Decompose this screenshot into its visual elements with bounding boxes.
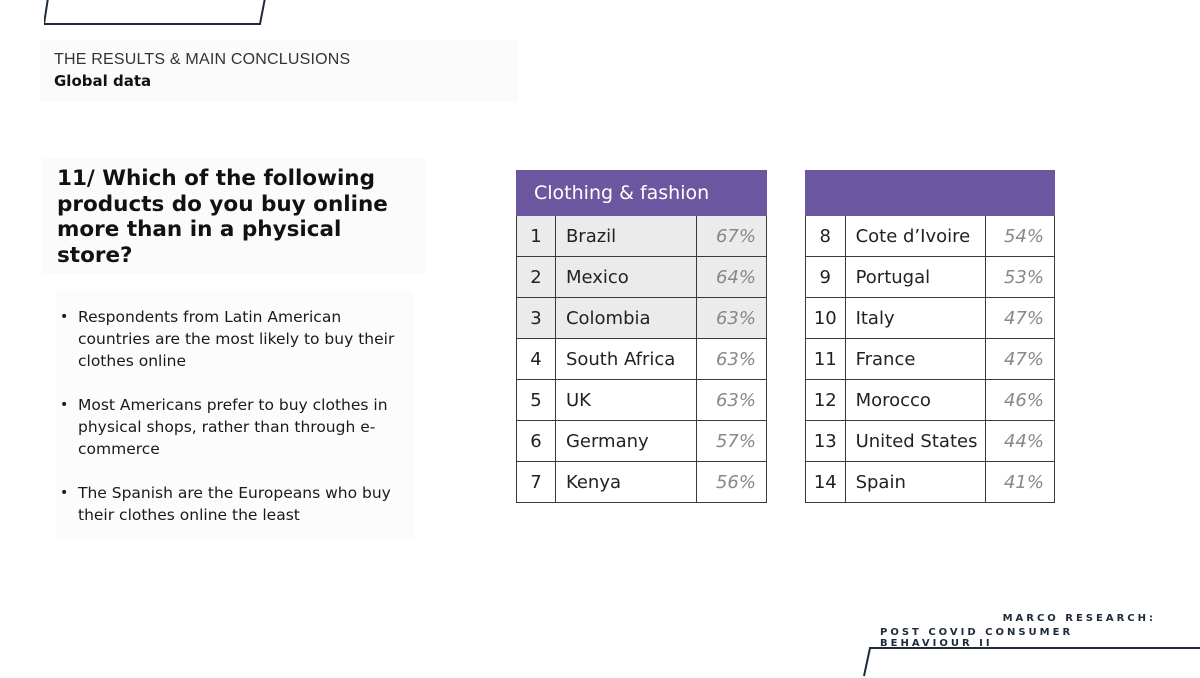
percent-cell: 47%	[985, 298, 1054, 339]
section-eyebrow: THE RESULTS & MAIN CONCLUSIONS	[54, 51, 351, 68]
country-cell: Colombia	[555, 298, 696, 339]
rank-cell: 8	[806, 216, 846, 257]
rank-cell: 13	[806, 421, 846, 462]
percent-cell: 63%	[697, 298, 767, 339]
percent-cell: 41%	[985, 462, 1054, 503]
table-row	[517, 339, 767, 380]
country-cell: Morocco	[845, 380, 985, 421]
table-row	[517, 380, 767, 421]
percent-cell: 46%	[985, 380, 1054, 421]
ranking-table-left	[516, 170, 767, 503]
country-cell: UK	[555, 380, 696, 421]
top-decoration-line	[44, 0, 266, 26]
country-cell: South Africa	[555, 339, 696, 380]
country-cell: Cote d’Ivoire	[845, 216, 985, 257]
percent-cell: 56%	[697, 462, 767, 503]
table-row	[806, 462, 1055, 503]
table-row	[517, 257, 767, 298]
table-row	[806, 257, 1055, 298]
percent-cell: 47%	[985, 339, 1054, 380]
rank-cell: 4	[517, 339, 556, 380]
rank-cell: 12	[806, 380, 846, 421]
rank-cell: 1	[517, 216, 556, 257]
percent-cell: 63%	[697, 339, 767, 380]
finding-item: • Most Americans prefer to buy clothes in physical shops, rather than through e-commerce	[60, 394, 400, 460]
rank-cell: 10	[806, 298, 846, 339]
table-row	[517, 298, 767, 339]
rank-cell: 7	[517, 462, 556, 503]
page-title: Global data	[54, 72, 152, 90]
footer-company: MARCO RESEARCH:	[1002, 613, 1156, 624]
table-row	[806, 380, 1055, 421]
percent-cell: 64%	[697, 257, 767, 298]
rank-cell: 3	[517, 298, 556, 339]
footer-branding	[880, 605, 1160, 647]
percent-cell: 67%	[697, 216, 767, 257]
rank-cell: 14	[806, 462, 846, 503]
table-row	[806, 216, 1055, 257]
table-row	[806, 421, 1055, 462]
percent-cell: 57%	[697, 421, 767, 462]
country-cell: Spain	[845, 462, 985, 503]
rank-cell: 6	[517, 421, 556, 462]
table-row	[517, 421, 767, 462]
table-row	[517, 216, 767, 257]
country-cell: United States	[845, 421, 985, 462]
percent-cell: 63%	[697, 380, 767, 421]
country-cell: Portugal	[845, 257, 985, 298]
finding-item: • The Spanish are the Europeans who buy their clothes online the least	[60, 482, 400, 526]
findings-block	[56, 290, 414, 540]
ranking-table-right	[805, 170, 1055, 503]
table-header-label	[806, 171, 1055, 216]
percent-cell: 53%	[985, 257, 1054, 298]
footer-report-title: POST COVID CONSUMER BEHAVIOUR II	[880, 627, 1074, 649]
rank-cell: 11	[806, 339, 846, 380]
bottom-decoration-line	[862, 646, 1200, 678]
table-row	[806, 339, 1055, 380]
country-cell: France	[845, 339, 985, 380]
finding-item: • Respondents from Latin American countries are the most likely to buy their clothes online	[60, 306, 400, 372]
country-cell: Germany	[555, 421, 696, 462]
percent-cell: 54%	[985, 216, 1054, 257]
table-header-label: Clothing & fashion	[517, 171, 767, 216]
findings-list	[60, 306, 400, 548]
rank-cell: 5	[517, 380, 556, 421]
question-block	[43, 158, 425, 274]
rank-cell: 2	[517, 257, 556, 298]
percent-cell: 44%	[985, 421, 1054, 462]
question-heading: 11/ Which of the following products do you buy online more than in a physical store?	[57, 166, 388, 268]
country-cell: Italy	[845, 298, 985, 339]
country-cell: Mexico	[555, 257, 696, 298]
rank-cell: 9	[806, 257, 846, 298]
country-cell: Brazil	[555, 216, 696, 257]
header-block	[40, 40, 518, 102]
table-row	[517, 462, 767, 503]
table-row	[806, 298, 1055, 339]
country-cell: Kenya	[555, 462, 696, 503]
